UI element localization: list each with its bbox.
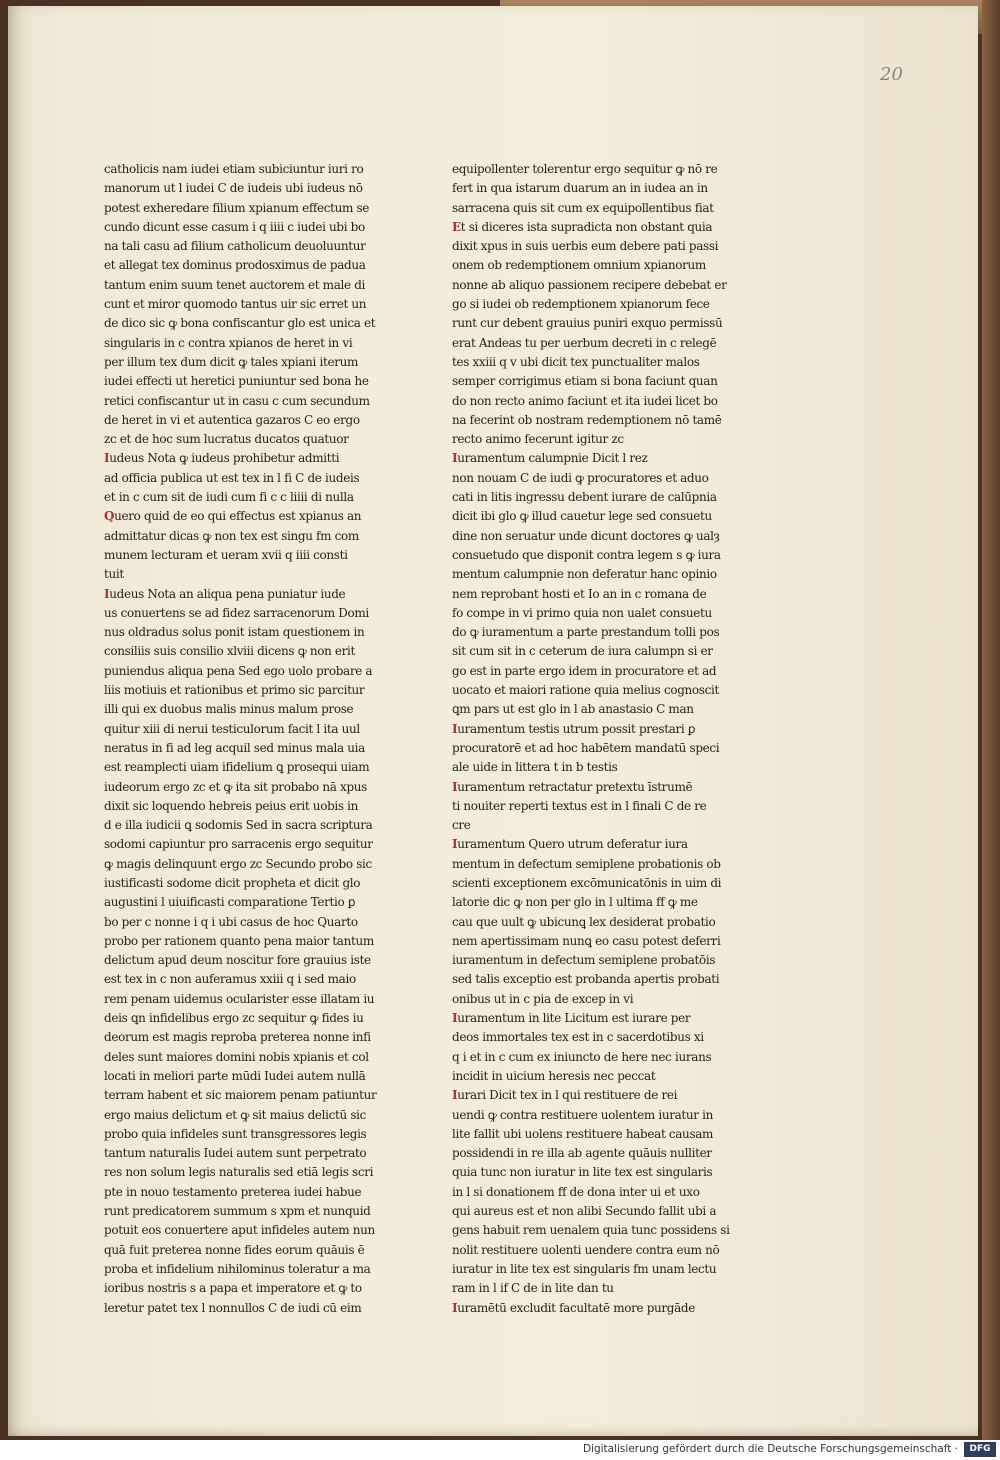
text-line: sed talis exceptio est probanda apertis probati (452, 972, 720, 987)
text-line: iudei effecti ut heretici puniuntur sed bona he (104, 374, 369, 389)
text-line: consiliis suis consilio xlviii dicens ꝙ non erit (104, 644, 356, 659)
text-line: cundo dicunt esse casum i q iiii c iudei ubi bo (104, 219, 365, 234)
cover-board-right (982, 0, 1000, 1440)
text-line: mentum calumpnie non deferatur hanc opinio (452, 567, 717, 582)
text-line: Iudeus Nota an aliqua pena puniatur iude (104, 586, 346, 601)
text-line: et allegat tex dominus prodosximus de padua (104, 258, 366, 273)
rubric-initial: I (452, 1300, 458, 1315)
text-line: munem lecturam et ueram xvii q iiii consti (104, 547, 348, 562)
text-line: bo per c nonne i q i ubi casus de hoc Quarto (104, 914, 358, 929)
text-line: possidendi in re illa ab agente quāuis nulliter (452, 1146, 712, 1161)
text-line: iuramentum in defectum semiplene probatōis (452, 953, 716, 968)
text-line: nem apertissimam nunꝗ eo casu potest deferri (452, 933, 721, 948)
text-line: per illum tex dum dicit ꝙ tales xpiani iterum (104, 354, 358, 369)
text-line: consuetudo que disponit contra legem s ꝙ iura (452, 547, 721, 562)
text-line: de dico sic ꝙ bona confiscantur glo est unica et (104, 316, 376, 331)
text-line: nem reprobant hosti et Io an in c romana de (452, 586, 707, 601)
text-line: dicit ibi glo ꝙ illud cauetur lege sed consuetu (452, 509, 712, 524)
text-line: admittatur dicas ꝙ non tex est singu fm com (104, 528, 359, 543)
text-line: sit cum sit in c ceterum de iura calumpn si er (452, 644, 713, 659)
text-line: runt cur debent grauius puniri exquo permissū (452, 316, 723, 331)
text-line: tantum enim suum tenet auctorem et male di (104, 277, 366, 292)
text-line: qui aureus est et non alibi Secundo fallit ubi a (452, 1204, 717, 1219)
text-line: deis ꝗn infidelibus ergo zc sequitur ꝙ fides iu (104, 1011, 364, 1026)
text-line: Iudeus Nota ꝙ iudeus prohibetur admitti (104, 451, 340, 466)
text-line: cre (452, 818, 471, 833)
text-line: manorum ut l iudei C de iudeis ubi iudeus nō (104, 181, 363, 196)
footer-bar (0, 1440, 1000, 1460)
text-line: cati in litis ingressu debent iurare de calūpnia (452, 490, 717, 505)
text-line: probo per rationem quanto pena maior tantum (104, 933, 374, 948)
text-line: runt predicatorem summum s xpm et nunquid (104, 1204, 371, 1219)
text-line: proba et infidelium nihilominus toleratur a ma (104, 1261, 371, 1276)
text-line: illi qui ex duobus malis minus malum prose (104, 702, 354, 717)
rubric-initial: I (452, 1088, 458, 1103)
text-line: ergo maius delictum et ꝙ sit maius delictū sic (104, 1107, 366, 1122)
text-line: cau que uult ꝙ ubicunꝗ lex desiderat probatio (452, 914, 716, 929)
text-line: zc et de hoc sum lucratus ducatos quatuor (104, 432, 349, 447)
text-line: delictum apud deum noscitur fore grauius iste (104, 953, 371, 968)
text-line: iuratur in lite tex est singularis fm unam lectu (452, 1261, 717, 1276)
rubric-initial: I (104, 451, 110, 466)
text-line: quia tunc non iuratur in lite tex est singularis (452, 1165, 713, 1180)
text-line: deorum est magis reproba preterea nonne infi (104, 1030, 371, 1045)
text-line: ꝙ magis delinquunt ergo zc Secundo probo sic (104, 856, 372, 871)
text-line: onem ob redemptionem omnium xpianorum (452, 258, 706, 273)
text-line: sarracena quis sit cum ex equipollentibus fiat (452, 200, 714, 215)
text-line: dixit sic loquendo hebreis peius erit uobis in (104, 798, 359, 813)
text-line: us conuertens se ad fidez sarracenorum Domi (104, 605, 369, 620)
text-line: retici confiscantur ut in casu c cum secundum (104, 393, 370, 408)
text-line: do ꝙ iuramentum a parte prestandum tolli pos (452, 625, 720, 640)
rubric-initial: I (452, 1011, 458, 1026)
text-line: dine non seruatur unde dicunt doctores ꝙ ualȝ (452, 528, 720, 543)
text-line: Iuramentum in lite Licitum est iurare per (452, 1011, 691, 1026)
text-line: et in c cum sit de iudi cum fi c c liiii di nulla (104, 490, 354, 505)
text-line: sodomi capiuntur pro sarracenis ergo sequitur (104, 837, 373, 852)
text-line: Iuramentum Quero utrum deferatur iura (452, 837, 688, 852)
text-line: procuratorē et ad hoc habētem mandatū speci (452, 740, 720, 755)
text-line: ad officia publica ut est tex in l fi C de iudeis (104, 470, 360, 485)
text-line: equipollenter tolerentur ergo sequitur ꝙ nō re (452, 162, 718, 176)
text-line: Iuramentum testis utrum possit prestari ꝑ (452, 721, 696, 736)
text-line: in l si donationem ff de dona inter ui et uxo (452, 1184, 700, 1199)
text-line: onibus ut in c pia de excep in vi (452, 991, 634, 1006)
text-line: tuit (104, 567, 124, 582)
text-line: puniendus aliqua pena Sed ego uolo probare a (104, 663, 373, 678)
text-line: na fecerint ob nostram redemptionem nō tamē (452, 412, 722, 427)
text-line: res non solum legis naturalis sed etiā legis scri (104, 1165, 374, 1180)
text-line: neratus in fi ad leg acquil sed minus mala uia (104, 740, 365, 755)
text-line: go est in parte ergo idem in procuratore et ad (452, 663, 717, 678)
text-line: rem penam uidemus ocularister esse illatam iu (104, 991, 375, 1006)
text-line: augustini l uiuificasti comparatione Tertio ꝑ (104, 895, 356, 910)
text-line: iudeorum ergo zc et ꝙ ita sit probabo nā xpus (104, 779, 367, 794)
text-line: go si iudei ob redemptionem xpianorum fece (452, 297, 710, 312)
text-line: potest exheredare filium xpianum effectum se (104, 200, 370, 215)
text-line: liis motiuis et rationibus et primo sic parcitur (104, 683, 365, 698)
text-line: ale uide in littera t in b testis (452, 760, 618, 775)
text-line: est tex in c non auferamus xxiii q i sed maio (104, 972, 356, 987)
rubric-initial: I (452, 451, 458, 466)
text-line: pte in nouo testamento preterea iudei habue (104, 1184, 362, 1199)
text-line: cunt et miror quomodo tantus uir sic erret un (104, 297, 367, 312)
text-line: singularis in c contra xpianos de heret in vi (104, 335, 353, 350)
text-line: est reamplecti uiam ifidelium ꝗ prosequi uiam (104, 760, 370, 775)
text-line: recto animo fecerunt igitur zc (452, 432, 624, 447)
text-line: dixit xpus in suis uerbis eum debere pati passi (452, 239, 719, 254)
dfg-logo: DFG (964, 1442, 996, 1457)
text-line: leretur patet tex l nonnullos C de iudi cū eim (104, 1300, 362, 1315)
text-line: Quero quid de eo qui effectus est xpianus an (104, 509, 362, 524)
rubric-initial: Q (104, 509, 115, 524)
rubric-initial: I (452, 837, 458, 852)
text-line: tantum naturalis Iudei autem sunt perpetrato (104, 1146, 367, 1161)
text-line: latorie dic ꝙ non per glo in l ultima ff ꝙ me (452, 895, 698, 910)
text-column-right (452, 160, 742, 1315)
text-line: uendi ꝙ contra restituere uolentem iuratur in (452, 1107, 713, 1122)
text-line: erat Andeas tu per uerbum decreti in c relegē (452, 335, 717, 350)
text-line: deles sunt maiores domini nobis xpianis et col (104, 1049, 369, 1064)
text-line: catholicis nam iudei etiam subiciuntur iuri ro (104, 162, 364, 176)
text-line: na tali casu ad filium catholicum deuoluuntur (104, 239, 366, 254)
text-line: ram in l if C de in lite dan tu (452, 1281, 614, 1296)
text-line: mentum in defectum semiplene probationis ob (452, 856, 721, 871)
text-line: fo compe in vi primo quia non ualet consuetu (452, 605, 712, 620)
rubric-initial: I (452, 721, 458, 736)
text-line: tes xxiii q v ubi dicit tex punctualiter malos (452, 354, 700, 369)
folio-number: 20 (880, 64, 903, 85)
text-line: semper corrigimus etiam si bona faciunt quan (452, 374, 718, 389)
text-line: de heret in vi et autentica gazaros C eo ergo (104, 412, 360, 427)
text-line: q i et in c cum ex iniuncto de here nec iurans (452, 1049, 712, 1064)
text-line: Iuramentum calumpnie Dicit l rez (452, 451, 648, 466)
text-line: deos immortales tex est in c sacerdotibus xi (452, 1030, 704, 1045)
text-line: Et si diceres ista supradicta non obstant quia (452, 219, 713, 234)
text-line: probo quia infideles sunt transgressores legis (104, 1126, 367, 1141)
text-line: non nouam C de iudi ꝙ procuratores et aduo (452, 470, 709, 485)
text-line: fert in qua istarum duarum an in iudea an in (452, 181, 708, 196)
text-line: iustificasti sodome dicit propheta et dicit glo (104, 875, 361, 890)
text-line: terram habent et sic maiorem penam patiuntur (104, 1088, 377, 1103)
text-line: ꝗm pars ut est glo in l ab anastasio C man (452, 702, 694, 717)
text-line: ioribus nostris s a papa et imperatore et ꝙ to (104, 1281, 362, 1296)
text-line: quitur xiii di nerui testiculorum facit l ita uul (104, 721, 360, 736)
text-line: scienti exceptionem excōmunicatōnis in uim di (452, 875, 722, 890)
text-line: incidit in uicium heresis nec peccat (452, 1068, 656, 1083)
text-line: locati in meliori parte mūdi Iudei autem nullā (104, 1068, 366, 1083)
text-line: ti nouiter reperti textus est in l finali C de re (452, 798, 707, 813)
text-line: nus oldradus solus ponit istam questionem in (104, 625, 365, 640)
text-column-left (104, 160, 394, 1315)
text-line: potuit eos conuertere aput infideles autem nun (104, 1223, 375, 1238)
text-line: d e illa iudicii ꝗ sodomis Sed in sacra scriptura (104, 818, 373, 833)
text-line: Iurari Dicit tex in l qui restituere de rei (452, 1088, 678, 1103)
text-line: nolit restituere uolenti uendere contra eum nō (452, 1242, 720, 1257)
text-line: nonne ab aliquo passionem recipere debebat er (452, 277, 727, 292)
rubric-initial: I (104, 586, 110, 601)
text-line: Iuramētū excludit facultatē more purgāde (452, 1300, 696, 1315)
text-line: gens habuit rem uenalem quia tunc possidens si (452, 1223, 730, 1238)
text-line: Iuramentum retractatur pretextu īstrumē (452, 779, 693, 794)
rubric-initial: I (452, 779, 458, 794)
text-line: lite fallit ubi uolens restituere habeat causam (452, 1126, 714, 1141)
text-line: do non recto animo faciunt et ita iudei licet bo (452, 393, 718, 408)
footer-credit: Digitalisierung gefördert durch die Deutsche Forschungsgemeinschaft · (582, 1443, 958, 1455)
rubric-initial: E (452, 219, 461, 234)
text-line: uocato et maiori ratione quia melius cognoscit (452, 683, 719, 698)
text-line: quā fuit preterea nonne fides eorum quāuis ē (104, 1242, 365, 1257)
